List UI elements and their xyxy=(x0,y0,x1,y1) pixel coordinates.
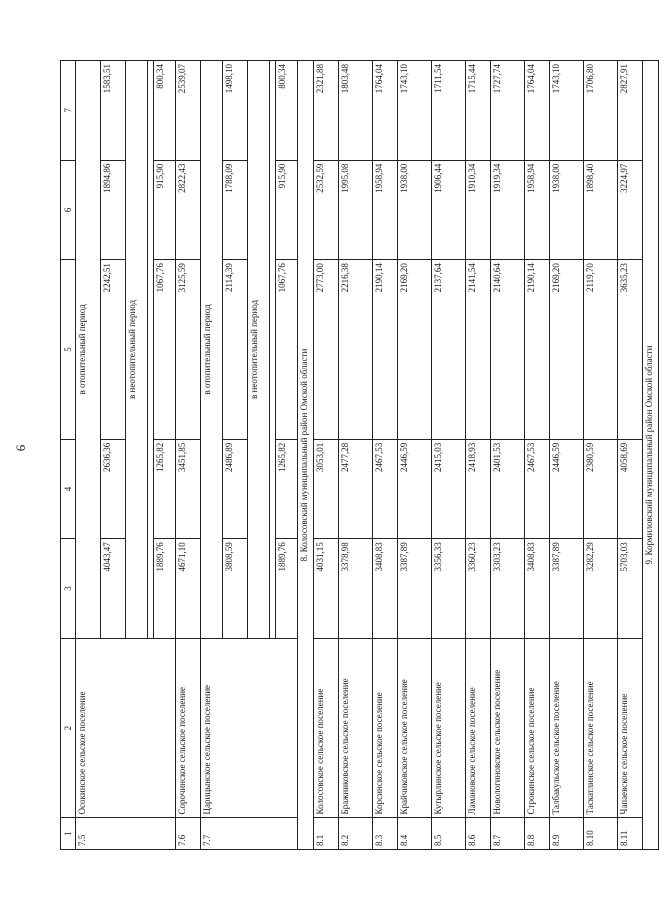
period-label: в неотопительный период xyxy=(248,61,270,639)
table-row xyxy=(466,61,491,850)
table-row xyxy=(432,61,466,850)
settlement-name: Осокинское сельское поселение xyxy=(76,638,176,818)
value-cell: 2532,59 xyxy=(314,160,339,260)
header-cell: 1 xyxy=(61,818,76,850)
value-cell: 1743,10 xyxy=(550,61,584,161)
tariff-table xyxy=(60,60,659,850)
value-cell: 2190,14 xyxy=(525,260,550,440)
settlement-name: Колосовское сельское поселение xyxy=(314,638,339,818)
value-cell: 1995,08 xyxy=(339,160,373,260)
value-cell: 1265,82 xyxy=(154,439,176,539)
value-cell: 1711,54 xyxy=(432,61,466,161)
value-cell: 3451,85 xyxy=(176,439,201,539)
rotated-table-container xyxy=(60,60,654,850)
value-cell: 2415,03 xyxy=(432,439,466,539)
value-cell: 2380,59 xyxy=(584,439,618,539)
value-cell: 1265,82 xyxy=(276,439,298,539)
settlement-name: Новологиновское сельское поселение xyxy=(491,638,525,818)
value-cell: 4031,15 xyxy=(314,539,339,639)
settlement-name: Крайчиковское сельское поселение xyxy=(398,638,432,818)
settlement-name: Корсинское сельское поселение xyxy=(373,638,398,818)
value-cell: 2486,89 xyxy=(223,439,248,539)
value-cell: 915,90 xyxy=(154,160,176,260)
value-cell: 2401,53 xyxy=(491,439,525,539)
settlement-name: Таскатлинское сельское поселение xyxy=(584,638,618,818)
value-cell: 915,90 xyxy=(276,160,298,260)
value-cell: 2467,53 xyxy=(525,439,550,539)
header-cell: 2 xyxy=(61,638,76,818)
value-cell: 1764,04 xyxy=(525,61,550,161)
value-cell: 1958,94 xyxy=(525,160,550,260)
value-cell: 2242,51 xyxy=(101,260,126,440)
value-cell: 3303,23 xyxy=(491,539,525,639)
value-cell: 2216,38 xyxy=(339,260,373,440)
value-cell: 2467,53 xyxy=(373,439,398,539)
column-header-row xyxy=(61,61,76,850)
table-row xyxy=(618,61,643,850)
value-cell: 1067,76 xyxy=(276,260,298,440)
row-number: 8.6 xyxy=(466,818,491,850)
settlement-name: Строкинское сельское поселение xyxy=(525,638,550,818)
value-cell: 1583,51 xyxy=(101,61,126,161)
value-cell: 2137,64 xyxy=(432,260,466,440)
table-row xyxy=(398,61,432,850)
value-cell: 3408,83 xyxy=(525,539,550,639)
value-cell: 1910,34 xyxy=(466,160,491,260)
value-cell: 2114,39 xyxy=(223,260,248,440)
row-number: 8.7 xyxy=(491,818,525,850)
value-cell: 1938,00 xyxy=(550,160,584,260)
value-cell: 1889,76 xyxy=(154,539,176,639)
value-cell: 1919,34 xyxy=(491,160,525,260)
value-cell: 1706,80 xyxy=(584,61,618,161)
section-heading-row xyxy=(298,61,314,850)
value-cell: 1743,10 xyxy=(398,61,432,161)
settlement-name: Кутырлинское сельское поселение xyxy=(432,638,466,818)
value-cell: 3282,29 xyxy=(584,539,618,639)
settlement-name: Чапаевское сельское поселение xyxy=(618,638,643,818)
value-cell: 3635,23 xyxy=(618,260,643,440)
value-cell: 2636,36 xyxy=(101,439,126,539)
table-row xyxy=(525,61,550,850)
value-cell: 1788,09 xyxy=(223,160,248,260)
period-label: в отопительный период xyxy=(76,61,101,639)
period-label: в неотопительный период xyxy=(126,61,148,639)
value-cell: 1727,74 xyxy=(491,61,525,161)
table-row xyxy=(373,61,398,850)
table-row xyxy=(176,61,201,850)
value-cell: 1906,44 xyxy=(432,160,466,260)
section-heading: 9. Кормиловский муниципальный район Омской области xyxy=(643,61,659,850)
page-number: 6 xyxy=(13,444,28,452)
settlement-name: Сорочинское сельское поселение xyxy=(176,638,201,818)
value-cell: 2141,54 xyxy=(466,260,491,440)
value-cell: 4043,47 xyxy=(101,539,126,639)
value-cell: 3224,97 xyxy=(618,160,643,260)
value-cell: 3360,23 xyxy=(466,539,491,639)
header-cell: 6 xyxy=(61,160,76,260)
value-cell: 2822,43 xyxy=(176,160,201,260)
value-cell: 3808,59 xyxy=(223,539,248,639)
table-row xyxy=(550,61,584,850)
header-cell: 5 xyxy=(61,260,76,440)
header-cell: 4 xyxy=(61,439,76,539)
value-cell: 1067,76 xyxy=(154,260,176,440)
value-cell: 800,34 xyxy=(276,61,298,161)
value-cell: 2418,93 xyxy=(466,439,491,539)
settlement-name: Талбакульское сельское поселение xyxy=(550,638,584,818)
value-cell: 1938,00 xyxy=(398,160,432,260)
value-cell: 2827,91 xyxy=(618,61,643,161)
value-cell: 5703,03 xyxy=(618,539,643,639)
value-cell: 4058,69 xyxy=(618,439,643,539)
section-heading: 8. Колосовский муниципальный район Омской области xyxy=(298,61,314,850)
value-cell: 3356,33 xyxy=(432,539,466,639)
section-heading-row xyxy=(643,61,659,850)
settlement-name: Ламановское сельское поселение xyxy=(466,638,491,818)
table-row xyxy=(491,61,525,850)
table-row xyxy=(201,61,223,850)
table-row xyxy=(76,61,101,850)
row-number: 8.8 xyxy=(525,818,550,850)
settlement-name: Царицынское сельское поселение xyxy=(201,638,298,818)
value-cell: 3387,89 xyxy=(550,539,584,639)
value-cell: 2773,00 xyxy=(314,260,339,440)
value-cell: 3125,59 xyxy=(176,260,201,440)
header-cell: 3 xyxy=(61,539,76,639)
value-cell: 1889,76 xyxy=(276,539,298,639)
value-cell: 1958,94 xyxy=(373,160,398,260)
value-cell: 2190,14 xyxy=(373,260,398,440)
row-number: 8.3 xyxy=(373,818,398,850)
value-cell: 3053,01 xyxy=(314,439,339,539)
row-number: 8.11 xyxy=(618,818,643,850)
value-cell: 2539,07 xyxy=(176,61,201,161)
table-row xyxy=(339,61,373,850)
value-cell: 3408,83 xyxy=(373,539,398,639)
value-cell: 1715,44 xyxy=(466,61,491,161)
row-number: 7.5 xyxy=(76,818,176,850)
settlement-name: Бражниковское сельское поселение xyxy=(339,638,373,818)
value-cell: 2169,20 xyxy=(398,260,432,440)
row-number: 8.1 xyxy=(314,818,339,850)
value-cell: 3378,98 xyxy=(339,539,373,639)
value-cell: 4671,10 xyxy=(176,539,201,639)
period-label: в отопительный период xyxy=(201,61,223,639)
row-number: 8.5 xyxy=(432,818,466,850)
value-cell: 2446,59 xyxy=(398,439,432,539)
row-number: 7.6 xyxy=(176,818,201,850)
row-number: 8.10 xyxy=(584,818,618,850)
value-cell: 1764,04 xyxy=(373,61,398,161)
value-cell: 2446,59 xyxy=(550,439,584,539)
value-cell: 1894,86 xyxy=(101,160,126,260)
value-cell: 2477,28 xyxy=(339,439,373,539)
value-cell: 2119,70 xyxy=(584,260,618,440)
value-cell: 2321,88 xyxy=(314,61,339,161)
row-number: 7.7 xyxy=(201,818,298,850)
row-number: 8.9 xyxy=(550,818,584,850)
value-cell: 1498,10 xyxy=(223,61,248,161)
value-cell: 2169,20 xyxy=(550,260,584,440)
table-row xyxy=(314,61,339,850)
value-cell: 2140,64 xyxy=(491,260,525,440)
value-cell: 1898,40 xyxy=(584,160,618,260)
header-cell: 7 xyxy=(61,61,76,161)
table-row xyxy=(584,61,618,850)
row-number: 8.2 xyxy=(339,818,373,850)
value-cell: 3387,89 xyxy=(398,539,432,639)
value-cell: 1803,48 xyxy=(339,61,373,161)
row-number: 8.4 xyxy=(398,818,432,850)
value-cell: 800,34 xyxy=(154,61,176,161)
